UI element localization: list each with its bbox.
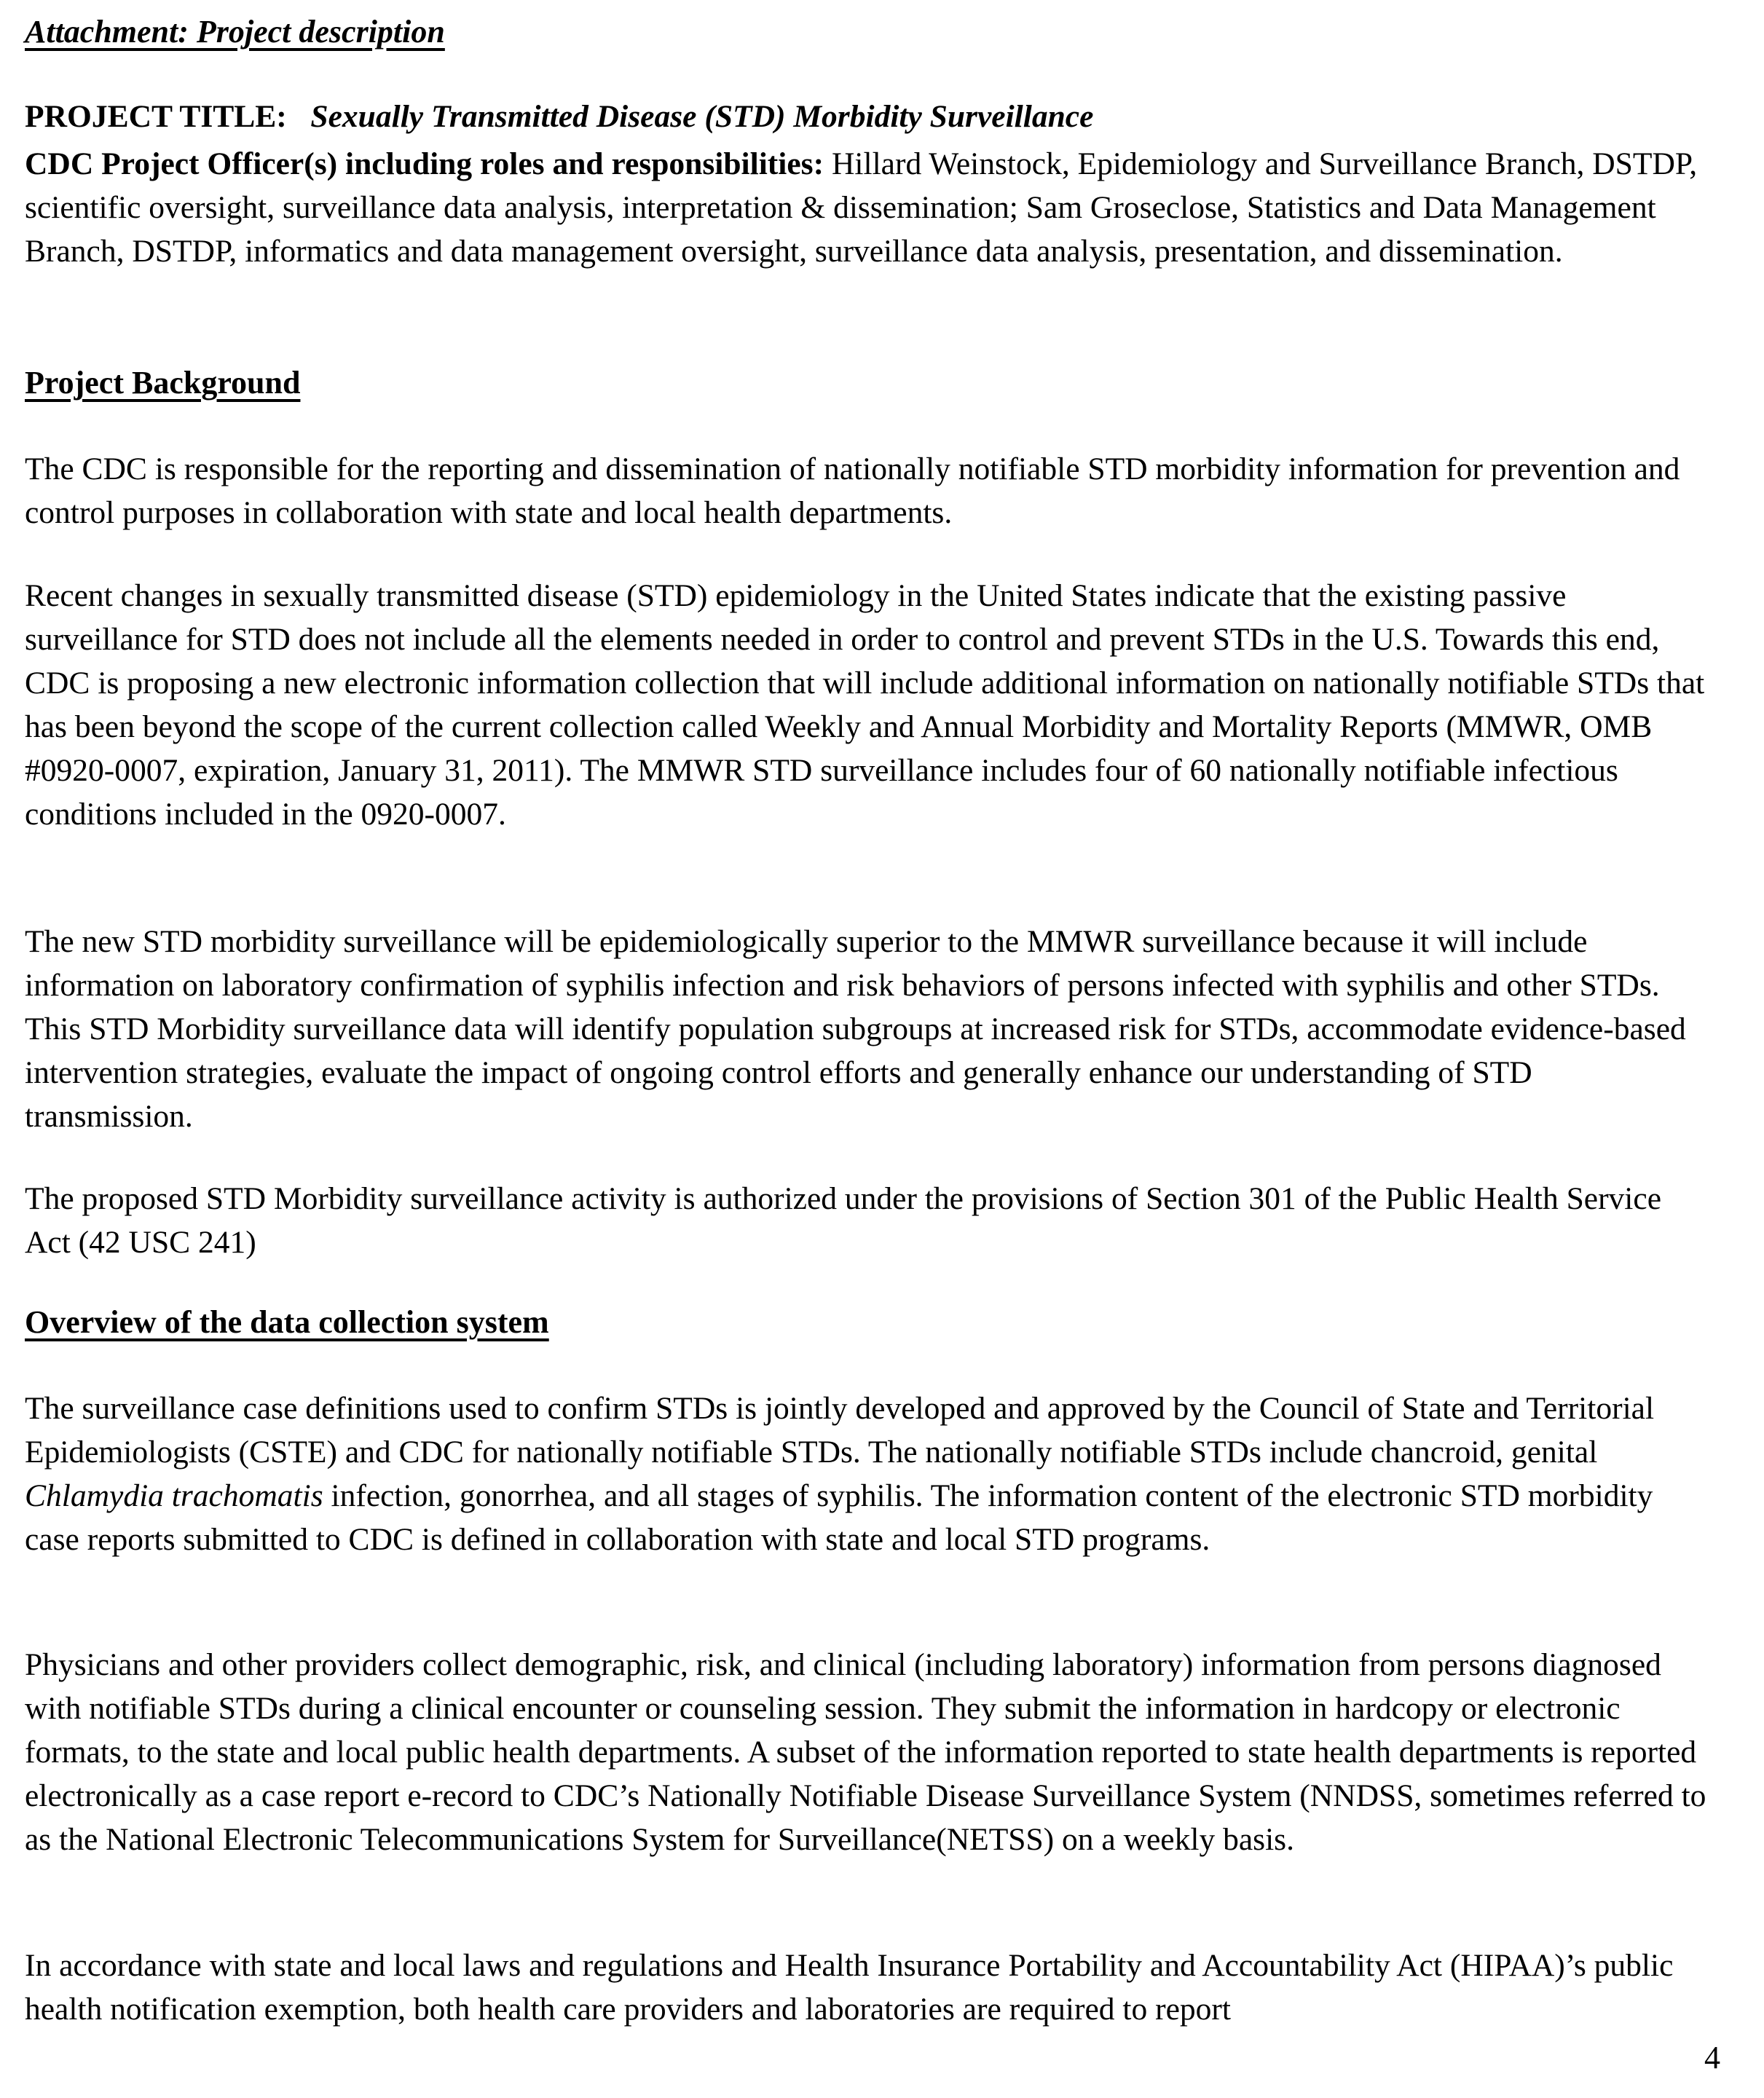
project-officers-label: CDC Project Officer(s) including roles and responsibilities:: [25, 146, 824, 181]
overview-paragraph: Physicians and other providers collect demographic, risk, and clinical (including laboratory) information from persons diagnosed with notifiable STDs during a clinical encounter or counseling session. They submit the information in hardcopy or electronic formats, to the state and local public health departments. A subset of the information reported to state health departments is reported electronically as a case report e-record to CDC’s Nationally Notifiable Disease Surveillance System (NNDSS, sometimes referred to as the National Electronic Telecommunications System for Surveillance(NETSS) on a weekly basis.: [25, 1647, 1706, 1857]
background-paragraph: The new STD morbidity surveillance will be epidemiologically superior to the MMWR surveillance because it will include information on laboratory confirmation of syphilis infection and risk behaviors of persons infected with syphilis and other STDs. This STD Morbidity surveillance data will identify population subgroups at increased risk for STDs, accommodate evidence-based intervention strategies, evaluate the impact of ongoing control efforts and generally enhance our understanding of STD transmission.: [25, 924, 1686, 1134]
section-heading-overview: Overview of the data collection system: [25, 1304, 549, 1340]
project-title-value: Sexually Transmitted Disease (STD) Morbidity Surveillance: [310, 99, 1094, 134]
background-paragraph: Recent changes in sexually transmitted disease (STD) epidemiology in the United States indicate that the existing passive surveillance for STD does not include all the elements needed in order to control and prevent STDs in the U.S. Towards this end, CDC is proposing a new electronic information collection that will include additional information on nationally notifiable STDs that has been beyond the scope of the current collection called Weekly and Annual Morbidity and Mortality Reports (MMWR, OMB #0920-0007, expiration, January 31, 2011). The MMWR STD surveillance includes four of 60 nationally notifiable infectious conditions included in the 0920-0007.: [25, 578, 1705, 832]
page-number: 4: [1704, 2040, 1720, 2075]
organism-name: Chlamydia trachomatis: [25, 1478, 323, 1513]
overview-paragraph: [25, 1387, 1707, 1561]
attachment-title: Attachment: Project description: [25, 14, 445, 50]
overview-paragraph: In accordance with state and local laws and regulations and Health Insurance Portability and Accountability Act (HIPAA)’s public health notification exemption, both health care providers and laboratories are required to report: [25, 1948, 1674, 2027]
section-heading-background: Project Background: [25, 365, 301, 401]
overview-paragraph-text: infection, gonorrhea, and all stages of syphilis. The information content of the electronic STD morbidity case reports submitted to CDC is defined in collaboration with state and local STD programs.: [25, 1478, 1653, 1557]
project-officers: [25, 142, 1707, 273]
background-paragraph: The CDC is responsible for the reporting and dissemination of nationally notifiable STD morbidity information for prevention and control purposes in collaboration with state and local health departments.: [25, 451, 1680, 530]
project-title-label: PROJECT TITLE:: [25, 99, 287, 134]
project-officers-text: Hillard Weinstock, Epidemiology and Surveillance Branch, DSTDP, scientific oversight, surveillance data analysis, interpretation & dissemination; Sam Groseclose, Statistics and Data Management Branch, DSTDP, informatics and data management oversight, surveillance data analysis, presentation, and dissemination.: [25, 146, 1698, 269]
overview-paragraph-text: The surveillance case definitions used to confirm STDs is jointly developed and approved by the Council of State and Territorial Epidemiologists (CSTE) and CDC for nationally notifiable STDs. The nationally notifiable STDs include chancroid, genital: [25, 1391, 1655, 1470]
project-title-line: [25, 95, 1707, 138]
background-paragraph: The proposed STD Morbidity surveillance activity is authorized under the provisions of Section 301 of the Public Health Service Act (42 USC 241): [25, 1181, 1662, 1260]
